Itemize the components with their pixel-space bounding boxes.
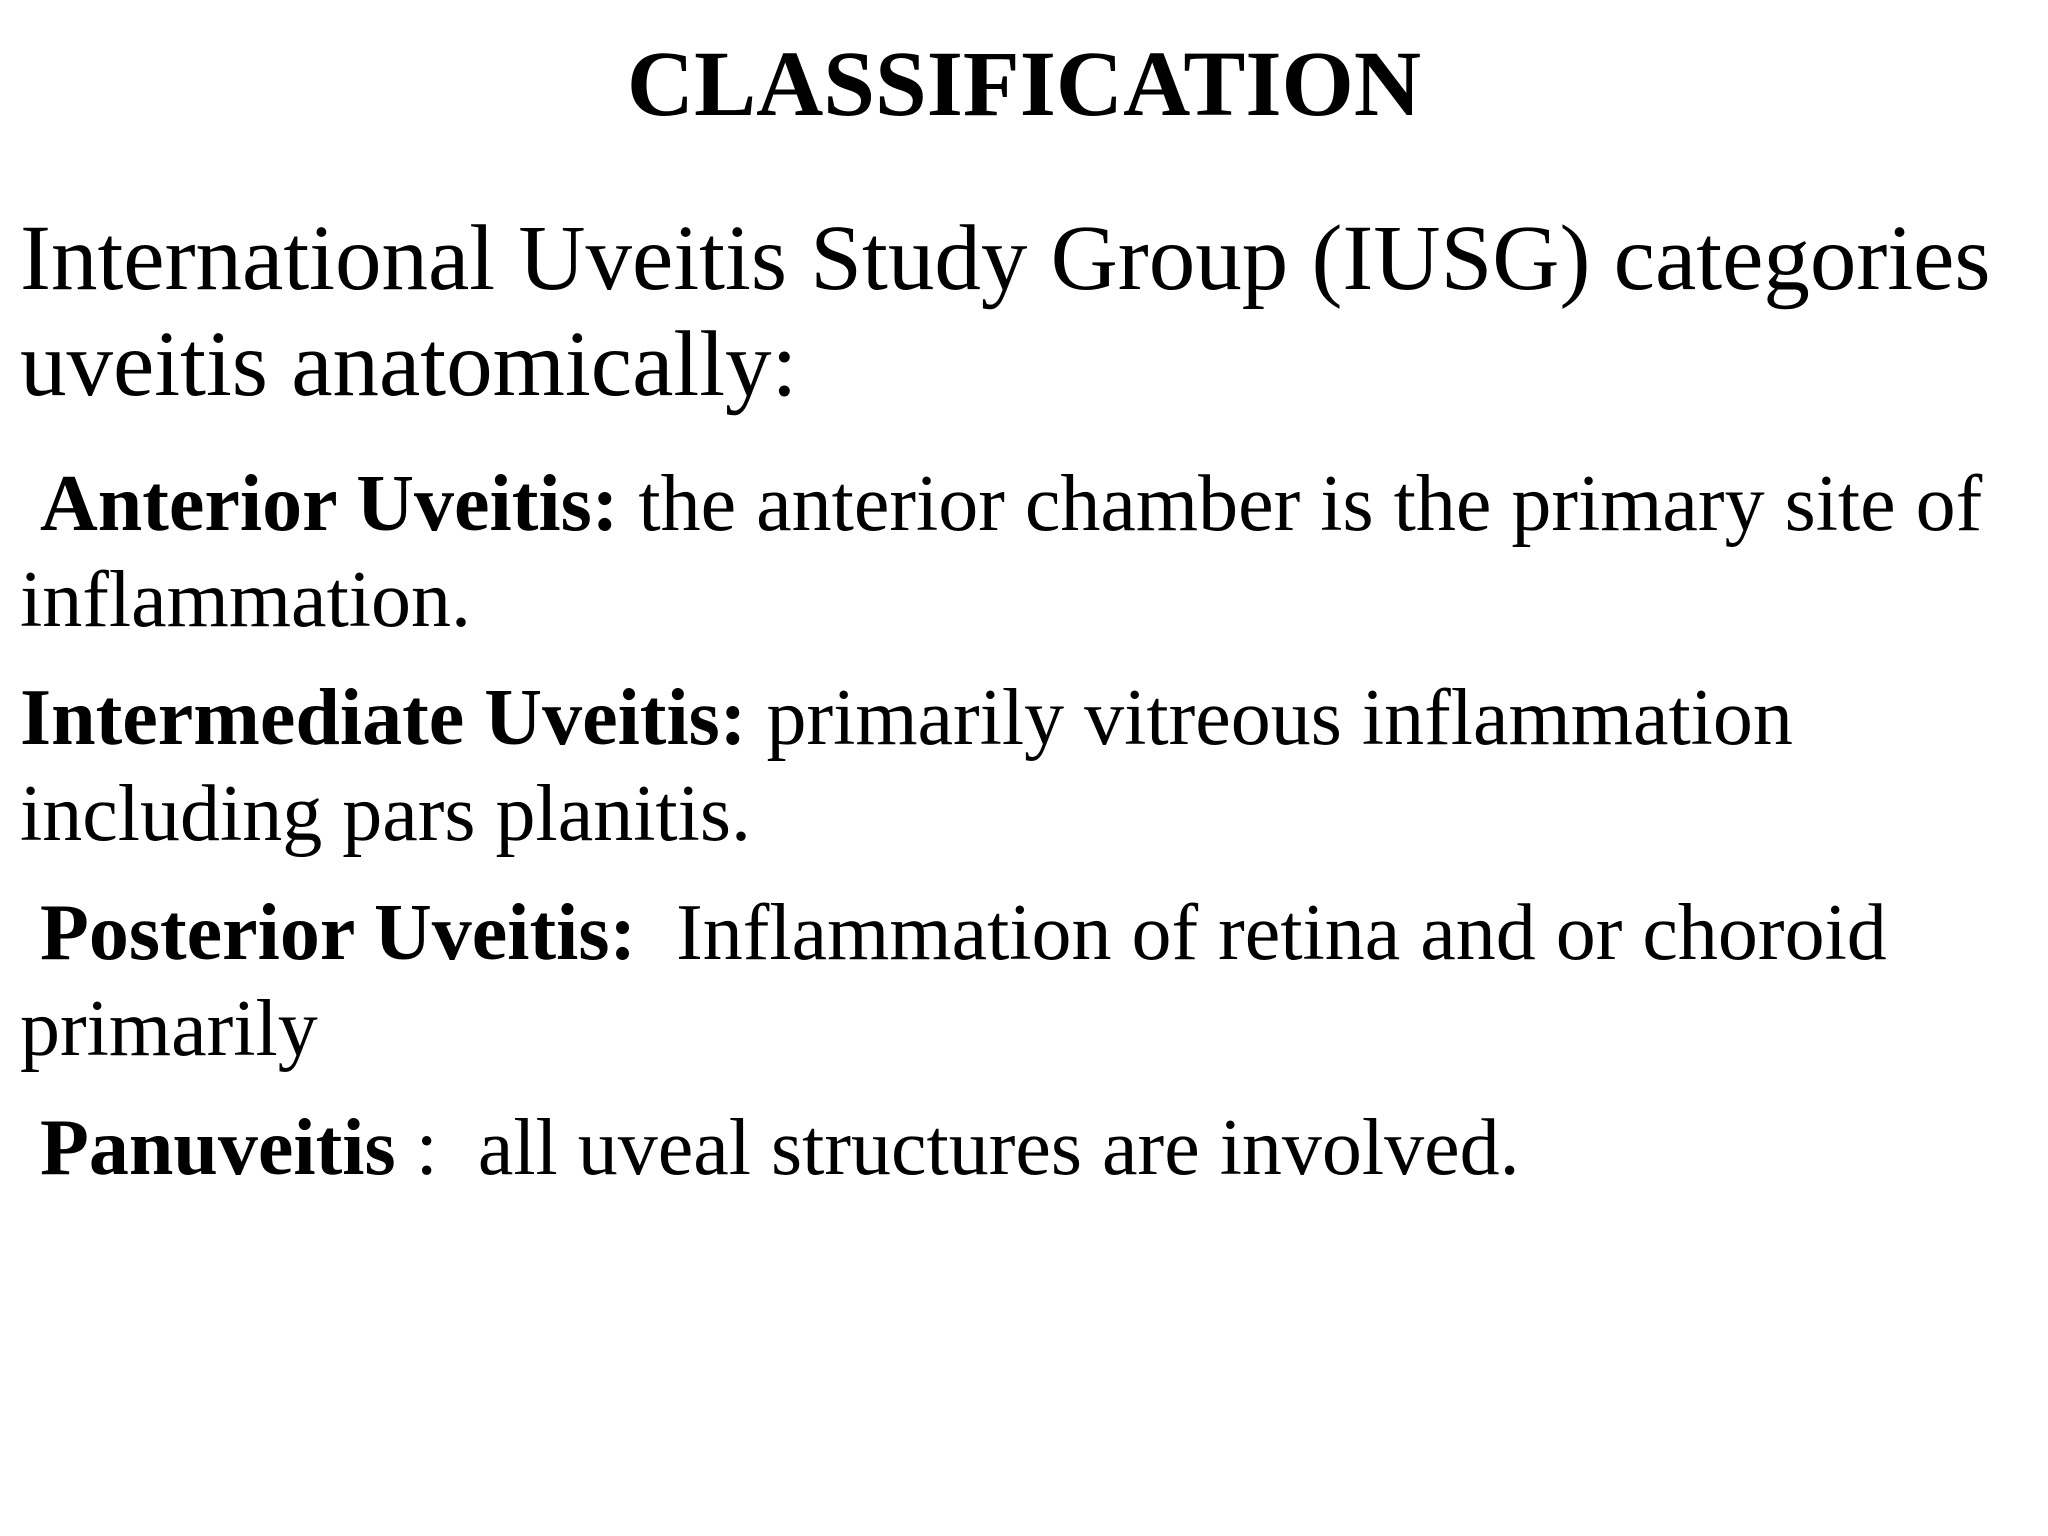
- classification-item-intermediate: [20, 670, 2030, 862]
- classification-item-anterior: [20, 456, 2030, 648]
- item-description: primarily vitreous inflammation: [746, 674, 1793, 762]
- item-first-line: [20, 670, 2030, 766]
- item-first-line: [20, 456, 2030, 552]
- item-term: Panuveitis: [40, 1104, 396, 1192]
- item-description: the anterior chamber is the primary site of: [618, 460, 1983, 548]
- item-continuation: primarily: [20, 985, 318, 1073]
- slide-title: CLASSIFICATION: [626, 33, 1422, 136]
- intro-paragraph: [20, 206, 2030, 418]
- classification-item-panuveitis: [20, 1100, 2030, 1196]
- item-first-line: [20, 885, 2030, 981]
- item-description: Inflammation of retina and or choroid: [636, 889, 1887, 977]
- item-continuation: including pars planitis.: [20, 770, 752, 858]
- item-term: Posterior Uveitis:: [40, 889, 637, 977]
- item-first-line: [20, 1100, 2030, 1196]
- item-term: Intermediate Uveitis:: [20, 674, 747, 762]
- item-continuation: inflammation.: [20, 556, 472, 644]
- item-term: Anterior Uveitis:: [40, 460, 619, 548]
- intro-line-1: International Uveitis Study Group (IUSG) categories: [20, 207, 1991, 310]
- classification-item-posterior: [20, 885, 2030, 1077]
- item-description: : all uveal structures are involved.: [395, 1104, 1520, 1192]
- intro-line-2: uveitis anatomically:: [20, 313, 798, 416]
